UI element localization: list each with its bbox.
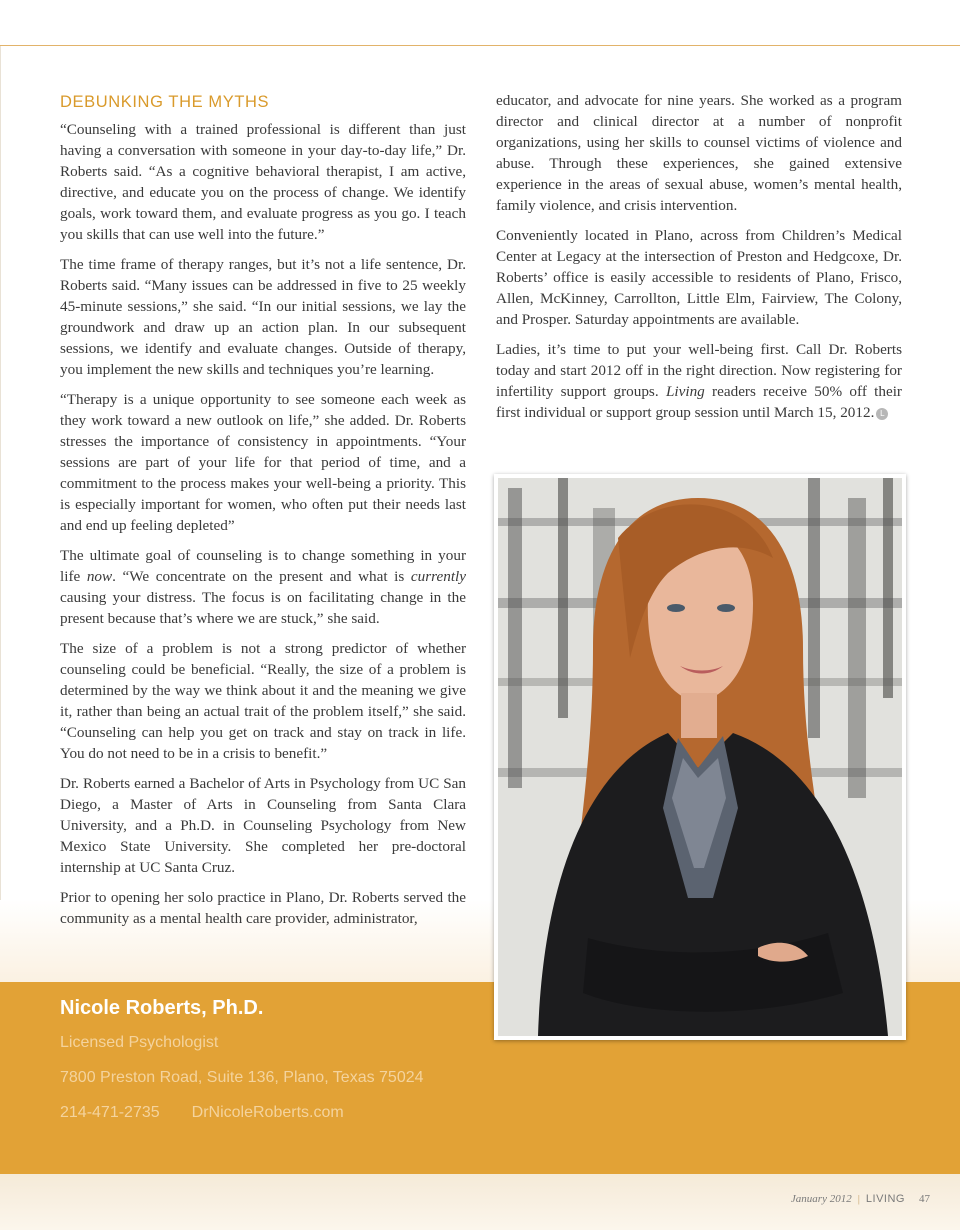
paragraph: “Counseling with a trained professional is different than just having a conversation with someone in your day-to-day life,” Dr. Roberts said. “As a cognitive behavioral therapist, I am active, directive, and educate you on the process of change. We identify goals, work toward them, and evaluate progress as you go. I teach you skills that can use well into the future.” xyxy=(60,121,466,243)
paragraph xyxy=(496,339,902,423)
emphasis: now xyxy=(86,568,113,585)
emphasis: currently xyxy=(410,568,466,585)
text-run: readers receive 50% off their first individual or support group session until March 15, 2012. xyxy=(496,383,902,421)
website-link[interactable]: DrNicoleRoberts.com xyxy=(191,1104,344,1121)
paragraph: Prior to opening her solo practice in Plano, Dr. Roberts served the community as a mental health care provider, administrator, xyxy=(60,889,466,927)
top-rule xyxy=(0,45,960,46)
paragraph: Dr. Roberts earned a Bachelor of Arts in Psychology from UC San Diego, a Master of Arts in Counseling from Santa Clara University, and a Ph.D. in Counseling Psychology from New Mexico State University. She completed her pre-doctoral internship at UC Santa Cruz. xyxy=(60,775,466,876)
issue-date: January 2012 xyxy=(790,1193,852,1205)
portrait-photo xyxy=(494,474,906,1040)
text-run: Ladies, it’s time to put your well-being first. Call Dr. Roberts today and start 2012 off in the right direction. Now registering for infertility support groups. xyxy=(496,341,902,400)
paragraph: The size of a problem is not a strong predictor of whether counseling could be beneficial. “Really, the size of a problem is determined by the way we think about it and the meaning we give it, rather than being an actual trait of the problem itself,” she said. “Counseling can help you get on track and stay on track in life. You do not need to be in a crisis to benefit.” xyxy=(60,640,466,762)
paragraph: “Therapy is a unique opportunity to see someone each week as they work toward a new outlook on life,” she added. Dr. Roberts stresses the importance of consistency in appointments. “Your sessions are part of your life for that period of time, and a commitment to the process makes your well-being a priority. This is especially important for women, who often put their needs last and end up feeling depleted” xyxy=(60,391,466,534)
end-mark-icon: L xyxy=(876,408,888,420)
article-column-left xyxy=(60,88,466,938)
paragraph: educator, and advocate for nine years. She worked as a program director and clinical director at a number of nonprofit organizations, using her skills to counsel victims of violence and abuse. Through these experiences, she gained extensive experience in the areas of sexual abuse, women’s mental health, family violence, and crisis intervention. xyxy=(496,92,902,214)
page-footer xyxy=(791,1193,930,1205)
page-edge-rule xyxy=(0,46,1,981)
text-run: The ultimate goal of counseling is to change something in your life xyxy=(60,547,466,585)
paragraph xyxy=(60,545,466,629)
doctor-title: Licensed Psychologist xyxy=(60,1034,219,1051)
office-address: 7800 Preston Road, Suite 136, Plano, Texas 75024 xyxy=(60,1069,424,1086)
contact-info xyxy=(60,994,480,1126)
page-number: 47 xyxy=(919,1193,930,1205)
article-column-right xyxy=(496,90,902,432)
paragraph: The time frame of therapy ranges, but it’s not a life sentence, Dr. Roberts said. “Many issues can be addressed in five to 25 weekly 45-minute sessions,” she said. “In our initial sessions, we lay the groundwork and draw up an action plan. In our subsequent sessions, we identify and evaluate changes. Outside of therapy, you implement the new skills and techniques you’re learning. xyxy=(60,256,466,378)
footer-separator: | xyxy=(857,1193,860,1205)
paragraph: Conveniently located in Plano, across from Children’s Medical Center at Legacy at the intersection of Preston and Hedgcoxe, Dr. Roberts’ office is easily accessible to residents of Plano, Frisco, Allen, McKinney, Carrollton, Little Elm, Fairview, The Colony, and Prosper. Saturday appointments are available. xyxy=(496,227,902,328)
magazine-name: LIVING xyxy=(865,1193,905,1205)
portrait-illustration xyxy=(498,478,902,1036)
section-heading: DEBUNKING THE MYTHS xyxy=(60,93,270,111)
emphasis: Living xyxy=(665,383,705,400)
phone-number[interactable]: 214-471-2735 xyxy=(60,1104,160,1121)
doctor-name: Nicole Roberts, Ph.D. xyxy=(60,997,264,1019)
contact-line xyxy=(60,1104,480,1126)
text-run: causing your distress. The focus is on facilitating change in the present because that’s where we are stuck,” she said. xyxy=(60,589,466,627)
text-run: . “We concentrate on the present and what is xyxy=(112,568,411,585)
